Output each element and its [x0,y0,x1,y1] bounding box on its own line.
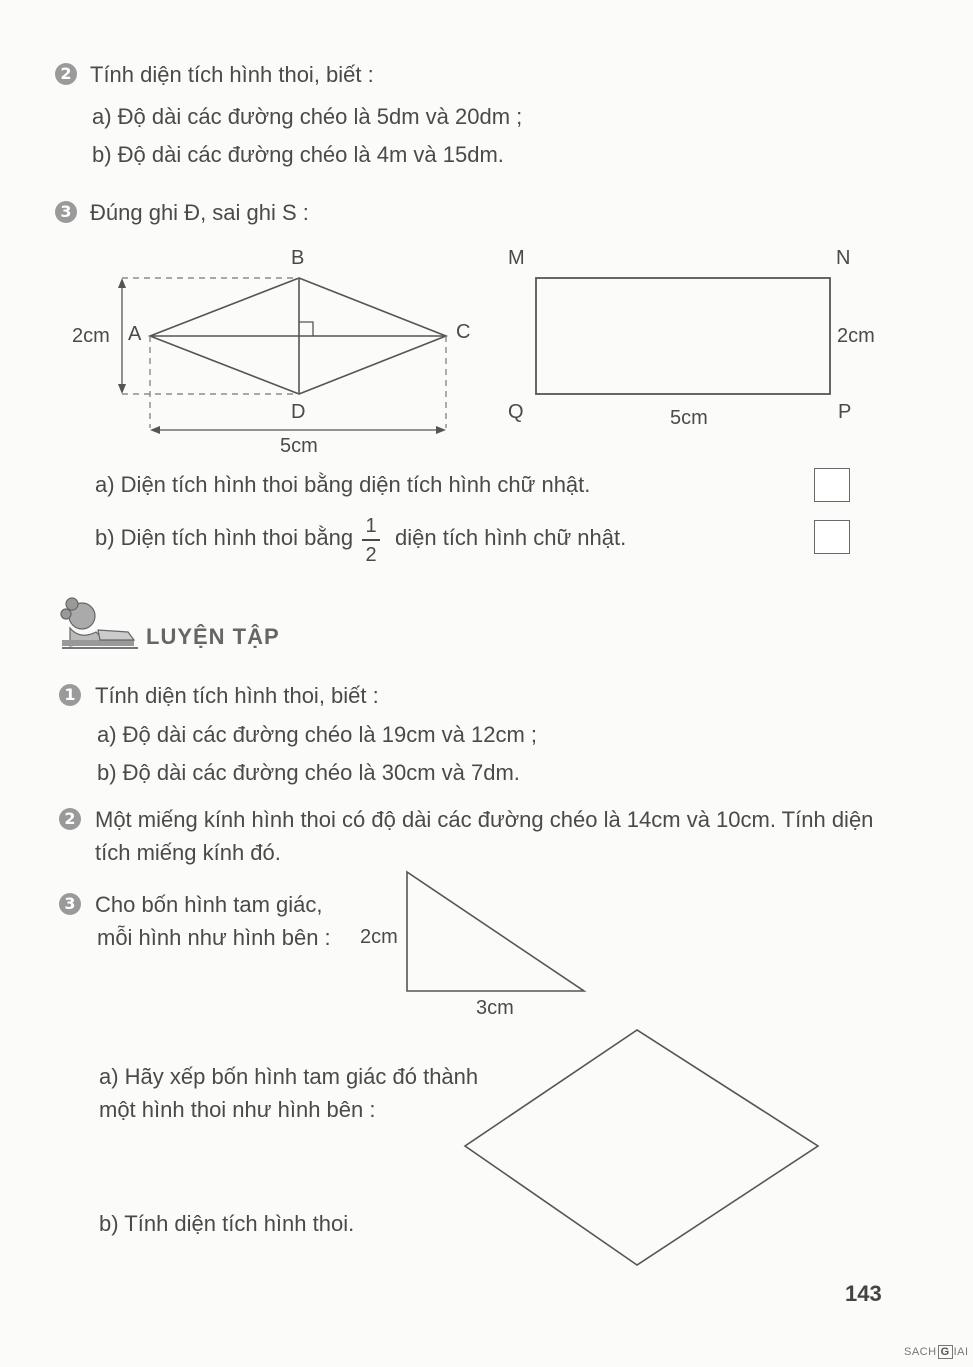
lt3-part-a-line1: a) Hãy xếp bốn hình tam giác đó thành [99,1064,479,1089]
rhombus-width-label: 5cm [280,435,318,457]
lt2-line1: Một miếng kính hình thoi có độ dài các đường chéo là 14cm và 10cm. Tính diện [95,807,874,832]
question-number-3: 3 [55,201,77,223]
rhombus-height-label: 2cm [72,325,110,347]
fraction-denominator: 2 [365,544,377,566]
rect-height-label: 2cm [837,325,875,347]
q3-prompt: Đúng ghi Đ, sai ghi S : [90,200,309,225]
rect-width-label: 5cm [670,407,708,429]
lt1-prompt: Tính diện tích hình thoi, biết : [95,683,379,708]
girl-reading-icon [61,598,138,648]
lt1-part-b: b) Độ dài các đường chéo là 30cm và 7dm. [97,760,520,785]
exercise-number-1: 1 [59,684,81,706]
q3-statement-b-post: diện tích hình chữ nhật. [395,525,627,550]
exercise-number-3: 3 [59,893,81,915]
fraction-bar [362,539,380,541]
assembled-rhombus [465,1030,818,1265]
answer-box-b[interactable] [814,520,850,554]
label-p: P [838,401,852,423]
q3-statement-b-pre: b) Diện tích hình thoi bằng [95,525,354,550]
q2-part-a: a) Độ dài các đường chéo là 5dm và 20dm ; [92,104,523,129]
lt3-line2: mỗi hình như hình bên : [97,925,331,950]
label-b: B [291,247,305,269]
exercise-number-2: 2 [59,808,81,830]
right-triangle [407,872,584,991]
label-n: N [836,247,851,269]
triangle-height-label: 2cm [360,926,398,948]
lt1-part-a: a) Độ dài các đường chéo là 19cm và 12cm ; [97,722,538,747]
q3-statement-a: a) Diện tích hình thoi bằng diện tích hình chữ nhật. [95,472,591,497]
lt2-line2: tích miếng kính đó. [95,840,281,865]
lt3-part-a-line2: một hình thoi như hình bên : [99,1097,376,1122]
watermark-logo: SACH G IAI [904,1346,969,1358]
label-a: A [128,323,142,345]
lt3-part-b: b) Tính diện tích hình thoi. [99,1211,355,1236]
answer-box-a[interactable] [814,468,850,502]
lt3-line1: Cho bốn hình tam giác, [95,892,323,917]
q2-prompt: Tính diện tích hình thoi, biết : [90,62,374,87]
triangle-width-label: 3cm [476,997,514,1019]
label-q: Q [508,401,524,423]
label-d: D [291,401,306,423]
label-c: C [456,321,471,343]
fraction-numerator: 1 [365,515,377,537]
section-title: LUYỆN TẬP [146,624,280,649]
q2-part-b: b) Độ dài các đường chéo là 4m và 15dm. [92,142,504,167]
label-m: M [508,247,525,269]
page-number: 143 [845,1281,882,1306]
question-number-2: 2 [55,63,77,85]
rectangle-mnpq [536,278,830,394]
right-angle-mark [299,322,313,336]
